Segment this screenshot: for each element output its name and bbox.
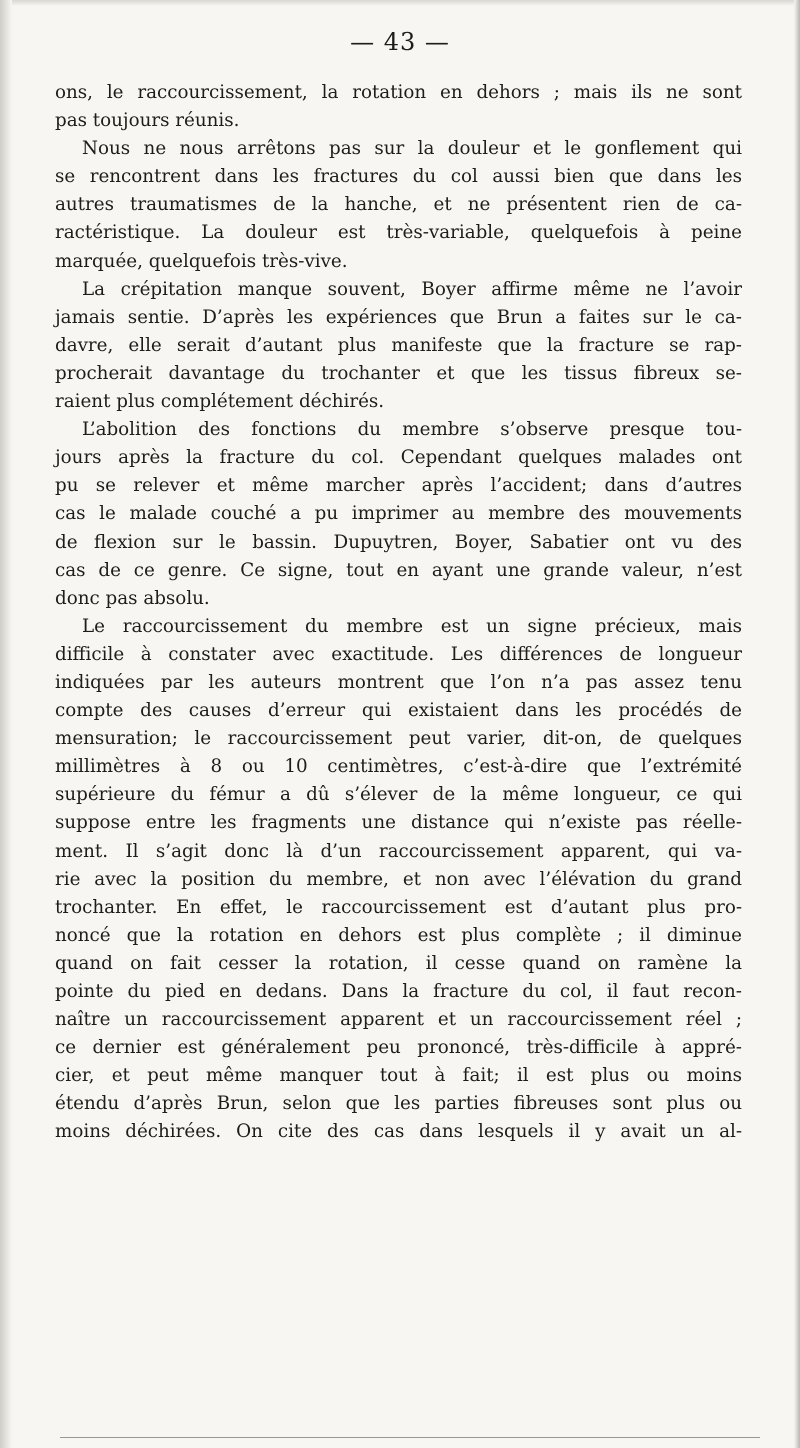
text-line: indiquées par les auteurs montrent que l’on n’a pas assez tenu [55, 671, 742, 693]
text-line: étendu d’après Brun, selon que les parties fibreuses sont plus ou [55, 1093, 742, 1115]
page-left-shadow [0, 0, 12, 1448]
text-line: procherait davantage du trochanter et que les tissus fibreux se- [55, 362, 742, 384]
text-line: rie avec la position du membre, et non avec l’élévation du grand [55, 868, 742, 890]
text-line: difficile à constater avec exactitude. Les différences de longueur [55, 643, 742, 665]
text-line: raient plus complétement déchirés. [55, 391, 385, 413]
text-line: Nous ne nous arrêtons pas sur la douleur et le gonflement qui [82, 138, 742, 160]
text-line: ment. Il s’agit donc là d’un raccourcissement apparent, qui va- [55, 840, 742, 862]
text-line: se rencontrent dans les fractures du col aussi bien que dans les [55, 166, 742, 188]
text-line: suppose entre les fragments une distance qui n’existe pas réelle- [55, 812, 742, 834]
text-line: autres traumatismes de la hanche, et ne présentent rien de ca- [55, 194, 742, 216]
text-line: noncé que la rotation en dehors est plus complète ; il diminue [55, 924, 742, 946]
body-text [55, 79, 742, 1147]
page-bottom-edge [60, 1437, 760, 1438]
text-line: La crépitation manque souvent, Boyer affirme même ne l’avoir [82, 278, 742, 300]
text-line: quand on fait cesser la rotation, il cesse quand on ramène la [55, 952, 742, 974]
text-line: supérieure du fémur a dû s’élever de la même longueur, ce qui [55, 784, 742, 806]
text-line: donc pas absolu. [55, 587, 210, 609]
text-line: trochanter. En effet, le raccourcissement est d’autant plus pro- [55, 896, 742, 918]
text-line: millimètres à 8 ou 10 centimètres, c’est-à-dire que l’extrémité [55, 756, 742, 778]
text-line: compte des causes d’erreur qui existaient dans les procédés de [55, 700, 742, 722]
text-line: jours après la fracture du col. Cependant quelques malades ont [55, 447, 742, 469]
text-line: cier, et peut même manquer tout à fait; il est plus ou moins [55, 1065, 742, 1087]
text-line: cas de ce genre. Ce signe, tout en ayant une grande valeur, n’est [55, 559, 742, 581]
text-line: cas le malade couché a pu imprimer au membre des mouvements [55, 503, 742, 525]
text-line: Le raccourcissement du membre est un signe précieux, mais [82, 615, 742, 637]
text-line: ons, le raccourcissement, la rotation en dehors ; mais ils ne sont [55, 82, 742, 103]
page-right-shadow [794, 0, 800, 1448]
text-line: mensuration; le raccourcissement peut varier, dit-on, de quelques [55, 728, 742, 750]
text-line: naître un raccourcissement apparent et un raccourcissement réel ; [55, 1009, 742, 1031]
text-line: davre, elle serait d’autant plus manifeste que la fracture se rap- [55, 334, 742, 356]
page-number: — 43 — [350, 28, 450, 56]
text-line: marquée, quelquefois très-vive. [55, 250, 348, 272]
text-line: moins déchirées. On cite des cas dans lesquels il y avait un al- [55, 1121, 742, 1143]
text-line: de flexion sur le bassin. Dupuytren, Boyer, Sabatier ont vu des [55, 531, 742, 553]
text-line: ce dernier est généralement peu prononcé, très-difficile à appré- [55, 1037, 742, 1059]
text-line: pas toujours réunis. [55, 110, 240, 132]
text-line: pointe du pied en dedans. Dans la fracture du col, il faut recon- [55, 981, 742, 1002]
text-line: jamais sentie. D’après les expériences que Brun a faites sur le ca- [55, 306, 742, 328]
text-line: ractéristique. La douleur est très-variable, quelquefois à peine [55, 222, 742, 244]
text-line: L’abolition des fonctions du membre s’observe presque tou- [82, 419, 742, 441]
page-top-shadow [0, 0, 800, 6]
text-line: pu se relever et même marcher après l’accident; dans d’autres [55, 475, 742, 497]
